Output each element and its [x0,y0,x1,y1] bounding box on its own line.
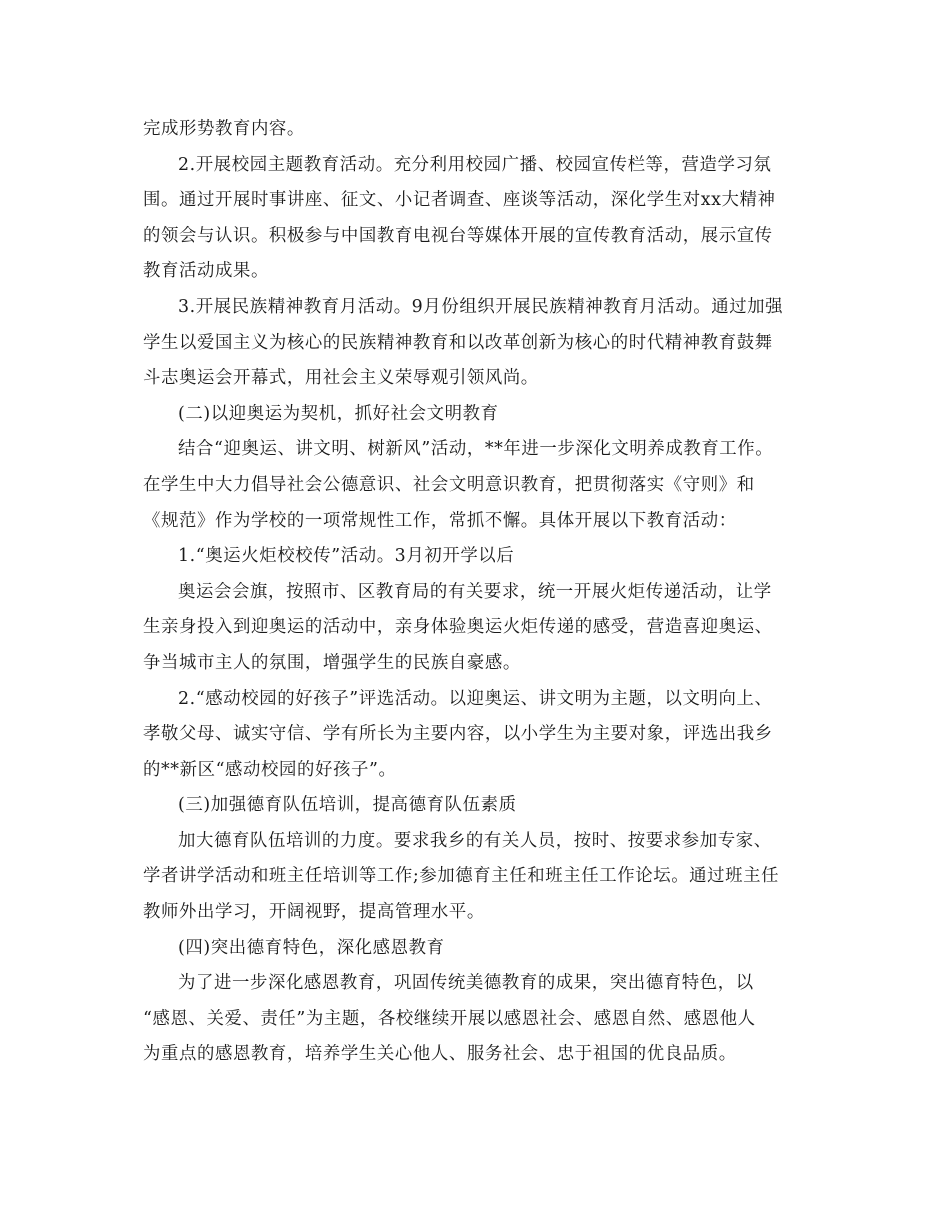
body-line: 2.“感动校园的好孩子”评选活动。以迎奥运、讲文明为主题，以文明向上、 [178,688,773,709]
body-line: 争当城市主人的氛围，增强学生的民族自豪感。 [143,652,521,673]
body-line: 教育活动成果。 [143,261,269,282]
body-line: 为重点的感恩教育，培养学生关心他人、服务社会、忠于祖国的优良品质。 [143,1044,737,1065]
body-line: 3.开展民族精神教育月活动。9月份组织开展民族精神教育月活动。通过加强 [178,296,784,317]
section-heading: (四)突出德育特色，深化感恩教育 [178,937,445,958]
body-line: 2.开展校园主题教育活动。充分利用校园广播、校园宣传栏等，营造学习氛 [178,154,772,175]
body-line: 学者讲学活动和班主任培训等工作;参加德育主任和班主任工作论坛。通过班主任 [143,866,780,887]
body-line: 1.“奥运火炬校校传”活动。3月初开学以后 [178,546,515,567]
body-line: 围。通过开展时事讲座、征文、小记者调查、座谈等活动，深化学生对xx大精神 [143,190,776,211]
document-body [143,112,811,1073]
body-line: 加大德育队伍培训的力度。要求我乡的有关人员，按时、按要求参加专家、 [178,830,772,851]
section-heading: (二)以迎奥运为契机，抓好社会文明教育 [178,403,499,424]
body-line: 在学生中大力倡导社会公德意识、社会文明意识教育，把贯彻落实《守则》和 [143,474,755,495]
body-line: 生亲身投入到迎奥运的活动中，亲身体验奥运火炬传递的感受，营造喜迎奥运、 [143,617,773,638]
body-line: 教师外出学习，开阔视野，提高管理水平。 [143,902,485,923]
body-line: “感恩、关爱、责任”为主题，各校继续开展以感恩社会、感恩自然、感恩他人 [143,1008,756,1029]
body-line: 学生以爱国主义为核心的民族精神教育和以改革创新为核心的时代精神教育鼓舞 [143,332,773,353]
body-line: 孝敬父母、诚实守信、学有所长为主要内容，以小学生为主要对象，评选出我乡 [143,724,773,745]
body-line: 斗志奥运会开幕式，用社会主义荣辱观引领风尚。 [143,368,539,389]
body-line: 奥运会会旗，按照市、区教育局的有关要求，统一开展火炬传递活动，让学 [178,581,772,602]
body-line: 结合“迎奥运、讲文明、树新风”活动，**年进一步深化文明养成教育工作。 [178,439,774,460]
body-line: 的**新区“感动校园的好孩子”。 [143,759,397,780]
body-line: 完成形势教育内容。 [143,119,305,139]
section-heading: (三)加强德育队伍培训，提高德育队伍素质 [178,795,517,816]
body-line: 《规范》作为学校的一项常规性工作，常抓不懈。具体开展以下教育活动： [143,510,737,531]
body-line: 为了进一步深化感恩教育，巩固传统美德教育的成果，突出德育特色，以 [178,973,754,994]
body-line: 的领会与认识。积极参与中国教育电视台等媒体开展的宣传教育活动，展示宣传 [143,225,773,246]
